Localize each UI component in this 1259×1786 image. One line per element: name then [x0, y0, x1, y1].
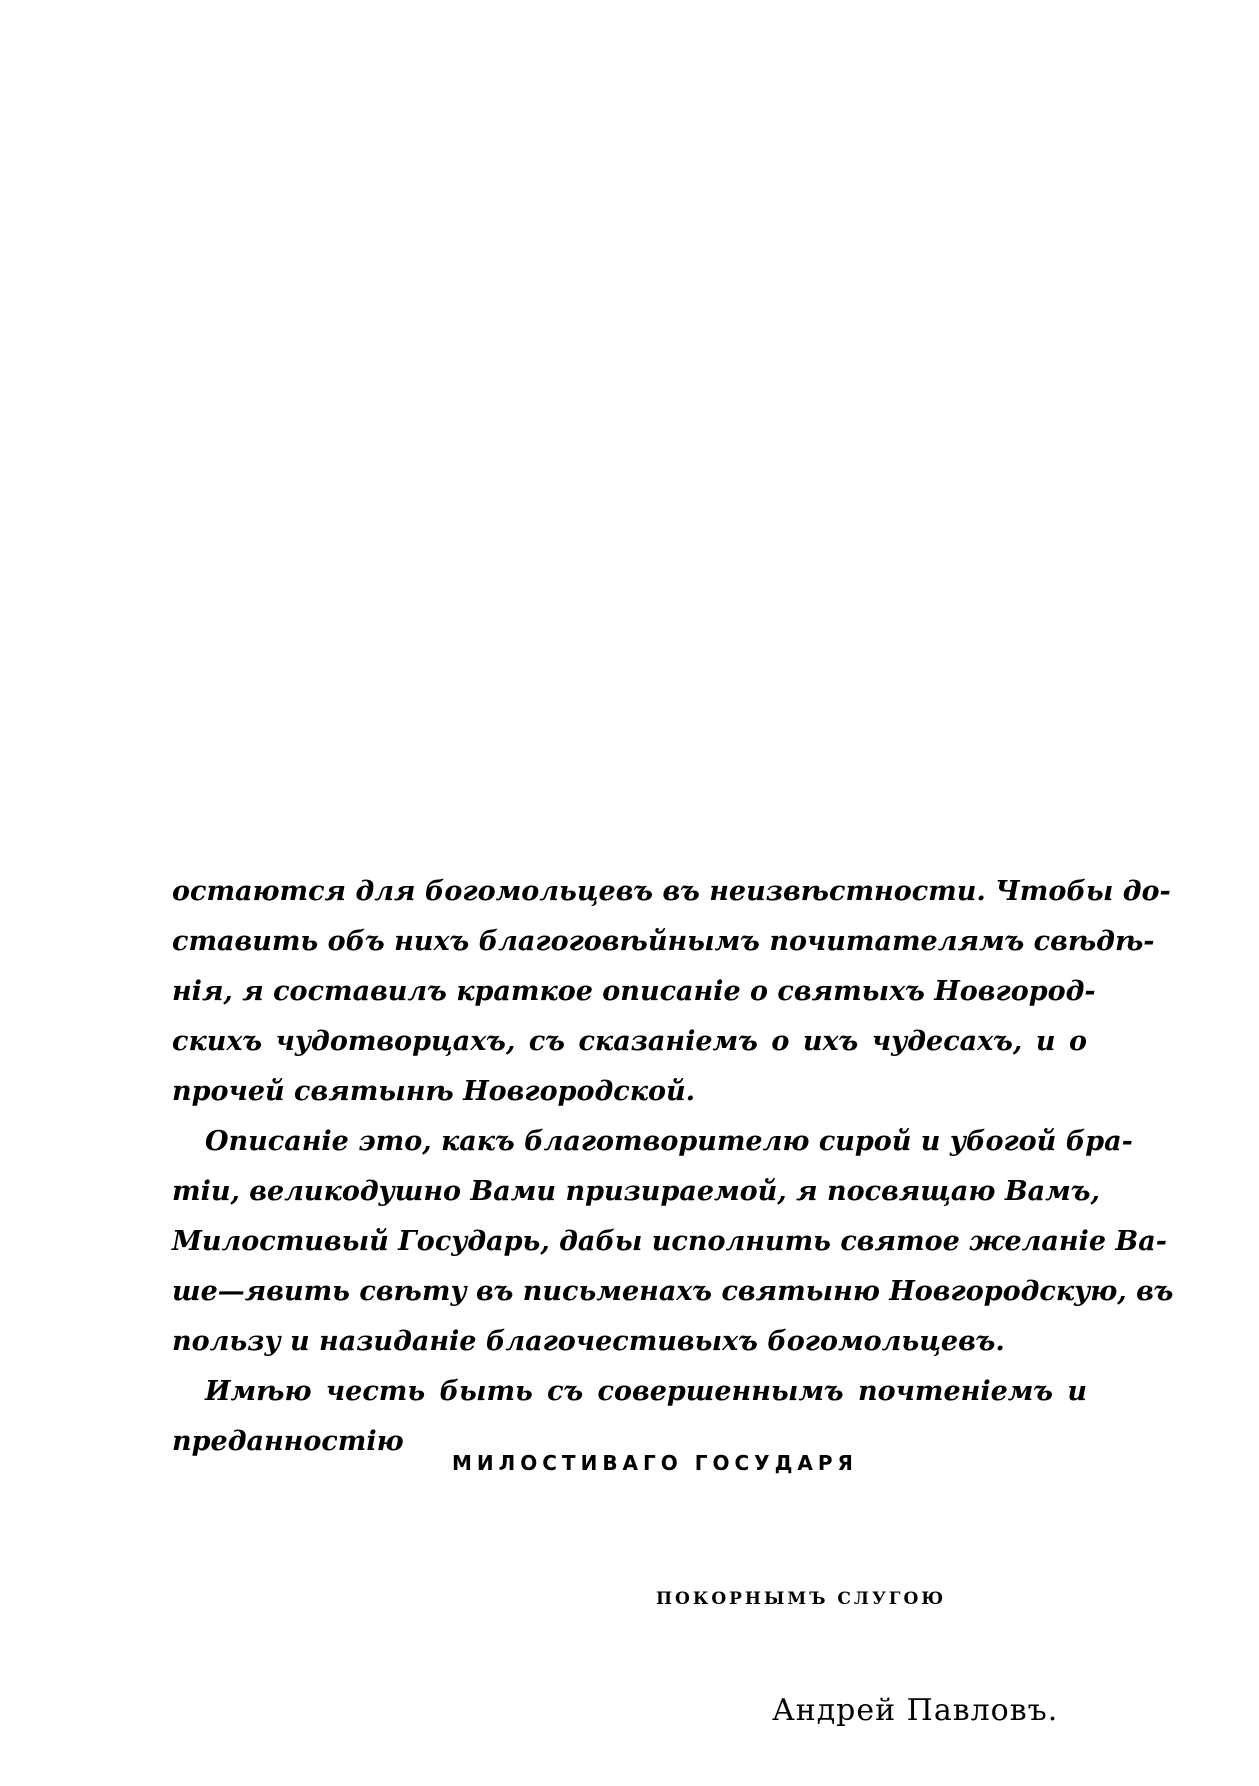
- text-line: остаются для богомольцевъ въ неизвѣстности. Чтобы до-: [172, 876, 1171, 907]
- text-line: пользу и назиданіе благочестивыхъ богомольцевъ.: [172, 1326, 1005, 1357]
- text-line: прочей святынѣ Новгородской.: [172, 1076, 696, 1107]
- text-line: скихъ чудотворцахъ, съ сказаніемъ о ихъ чудесахъ, и о: [172, 1026, 1087, 1057]
- text-line: нія, я составилъ краткое описаніе о святыхъ Новгород-: [172, 976, 1096, 1007]
- text-line: тіи, великодушно Вами призираемой, я посвящаю Вамъ,: [172, 1176, 1100, 1207]
- signature: Андрей Павловъ.: [772, 1693, 1059, 1728]
- closing-servant: ПОКОРНЫМЪ СЛУГОЮ: [656, 1589, 947, 1609]
- text-line: ше—явить свѣту въ письменахъ святыню Новгородскую, въ: [172, 1276, 1174, 1307]
- text-line: преданностію: [172, 1426, 404, 1457]
- text-line: Милостивый Государь, дабы исполнить святое желаніе Ва-: [172, 1226, 1167, 1257]
- text-line: Описаніе это, какъ благотворителю сирой и убогой бра-: [205, 1126, 1133, 1157]
- text-line: Имѣю честь быть съ совершеннымъ почтеніемъ и: [205, 1376, 1087, 1407]
- text-line: ставить объ нихъ благоговѣйнымъ почитателямъ свѣдѣ-: [172, 926, 1155, 957]
- closing-salutation: МИЛОСТИВАГО ГОСУДАРЯ: [452, 1451, 858, 1475]
